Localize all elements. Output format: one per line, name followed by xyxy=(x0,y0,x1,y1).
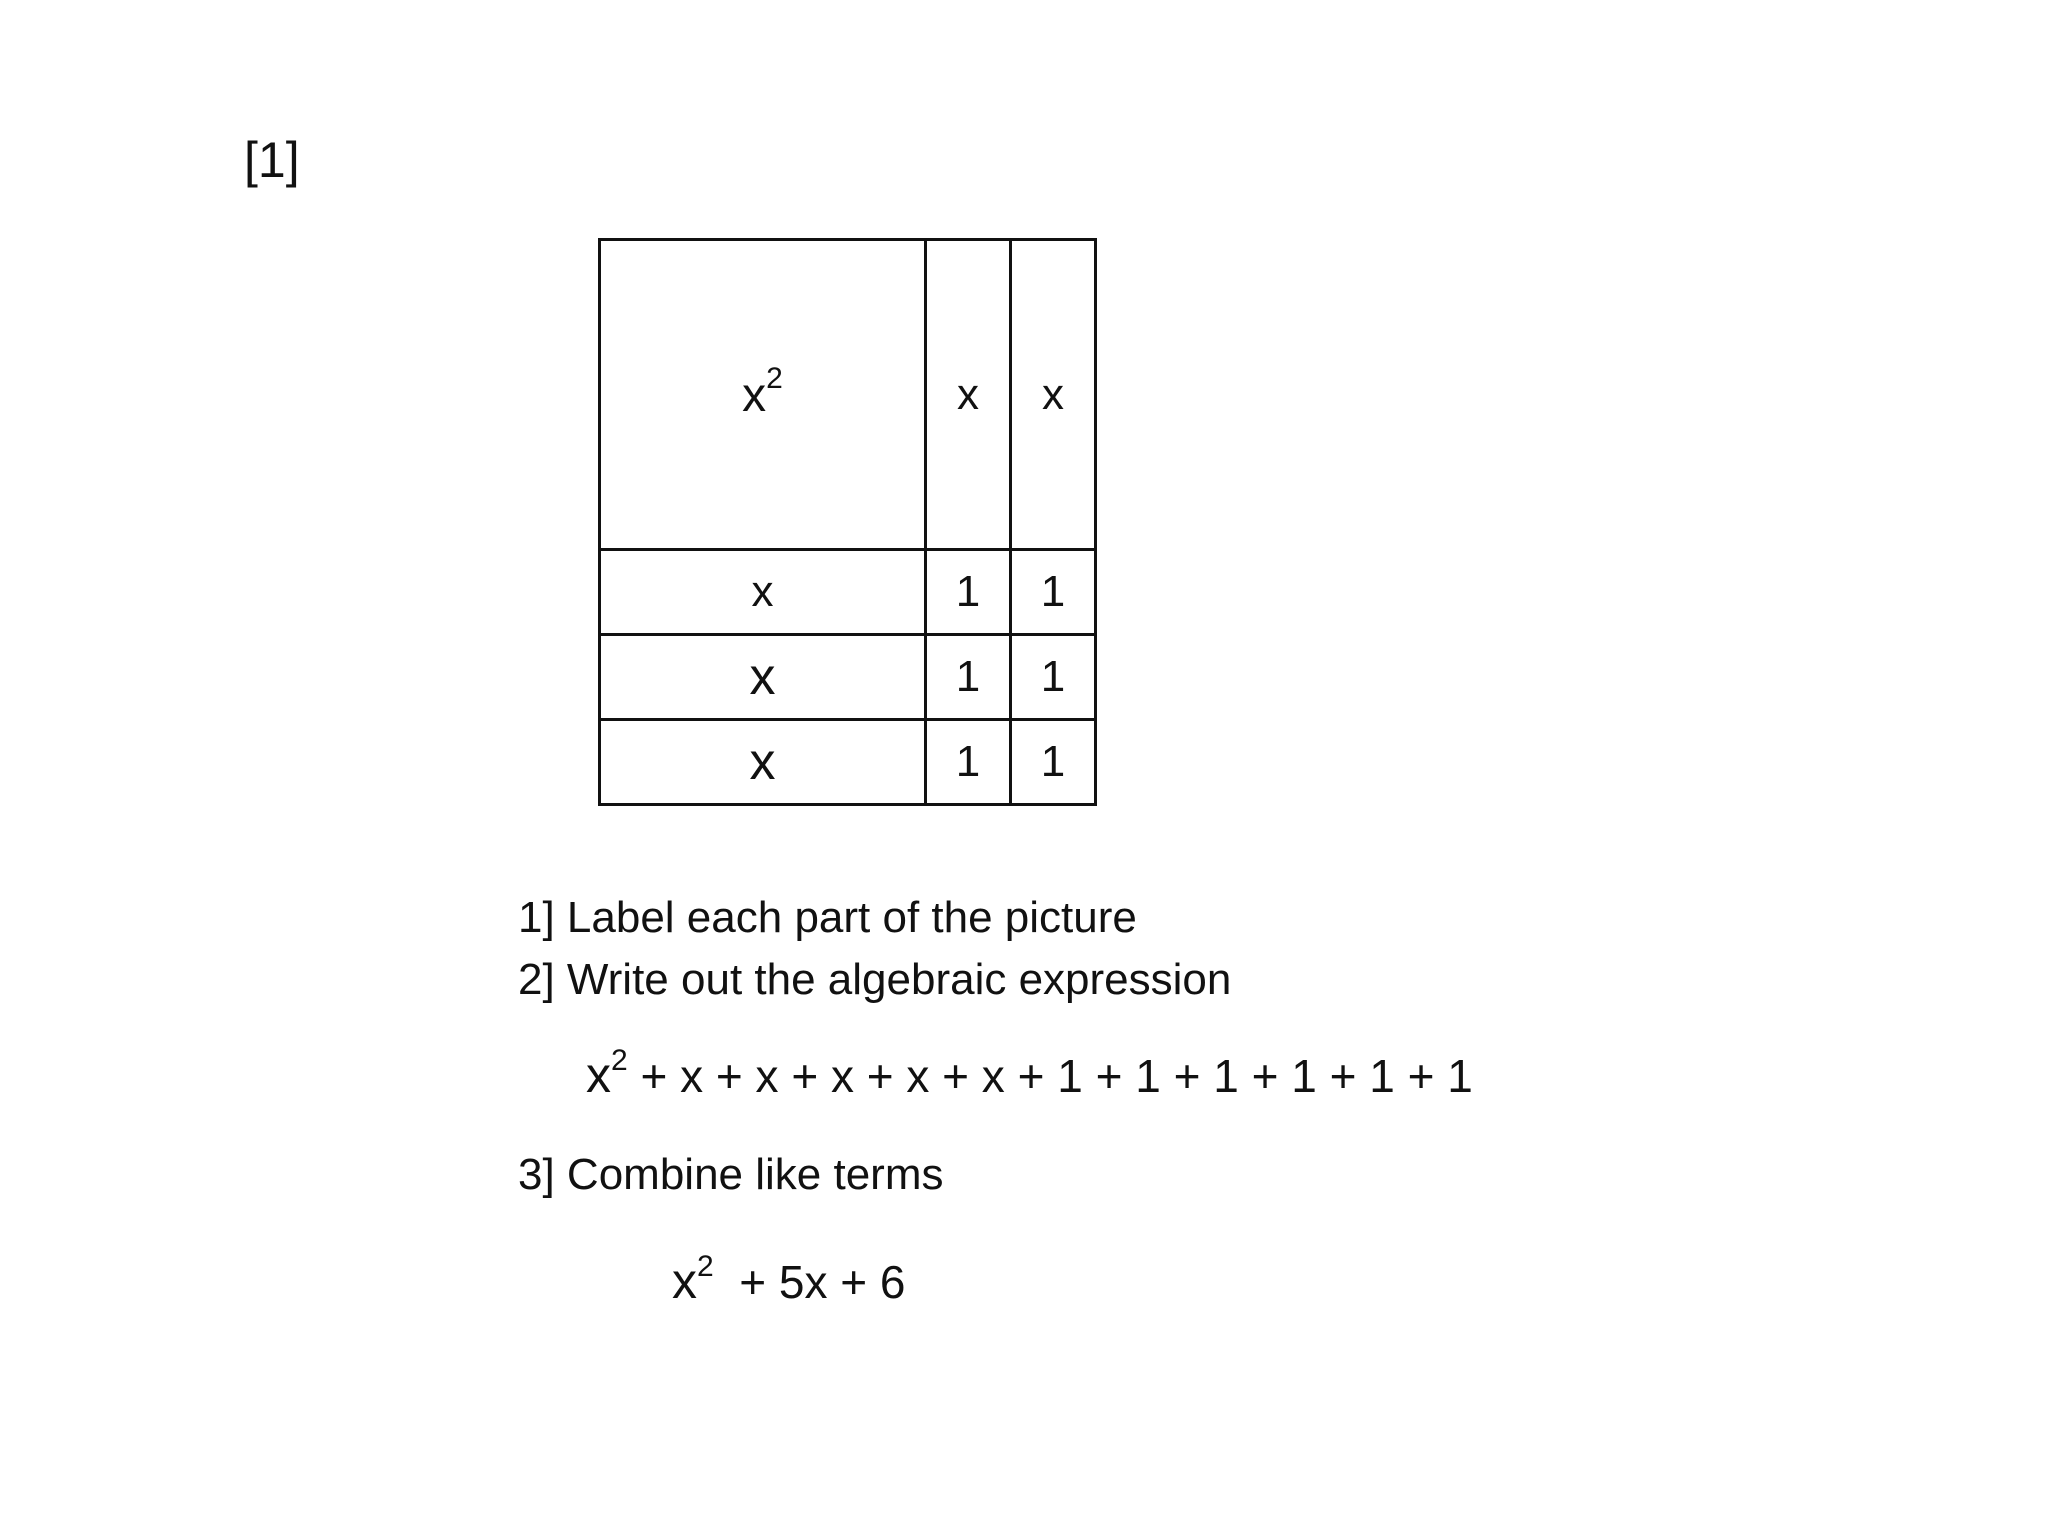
unit-tile xyxy=(1009,548,1097,636)
x-tile-horizontal xyxy=(598,718,927,806)
x-squared-label: $x^2$ xyxy=(742,361,783,422)
slide-number-label: [1] xyxy=(244,132,300,188)
step-1-text: 1] Label each part of the picture xyxy=(518,893,1137,942)
unit-tile xyxy=(1009,718,1097,806)
x-tile-vertical xyxy=(1009,238,1097,551)
unit-tile-label: 1 xyxy=(955,652,981,701)
unit-tile-label: 1 xyxy=(955,567,981,616)
unit-tile-label: 1 xyxy=(1040,737,1066,786)
x-tile-label: x xyxy=(751,567,774,616)
simplified-expression: $x^2 + 5x + 6$ xyxy=(672,1249,906,1309)
step-2-text: 2] Write out the algebraic expression xyxy=(518,955,1232,1004)
unit-tile-label: 1 xyxy=(1040,567,1066,616)
step-3-text: 3] Combine like terms xyxy=(518,1150,944,1199)
unit-tile-label: 1 xyxy=(955,737,981,786)
x-tile-label: x xyxy=(1042,369,1064,419)
expanded-expression: $x^2 + x + x + x + x + x + 1 + 1 + 1 + 1 + 1 + 1$ xyxy=(586,1043,1473,1103)
x-tile-label: x xyxy=(749,648,776,706)
unit-tile-label: 1 xyxy=(1040,652,1066,701)
x-squared-tile xyxy=(598,238,927,551)
x-tile-vertical xyxy=(924,238,1012,551)
x-tile-horizontal xyxy=(598,633,927,721)
unit-tile xyxy=(924,718,1012,806)
unit-tile xyxy=(924,548,1012,636)
x-tile-label: x xyxy=(957,369,979,419)
unit-tile xyxy=(1009,633,1097,721)
unit-tile xyxy=(924,633,1012,721)
x-tile-horizontal xyxy=(598,548,927,636)
x-tile-label: x xyxy=(749,733,776,791)
